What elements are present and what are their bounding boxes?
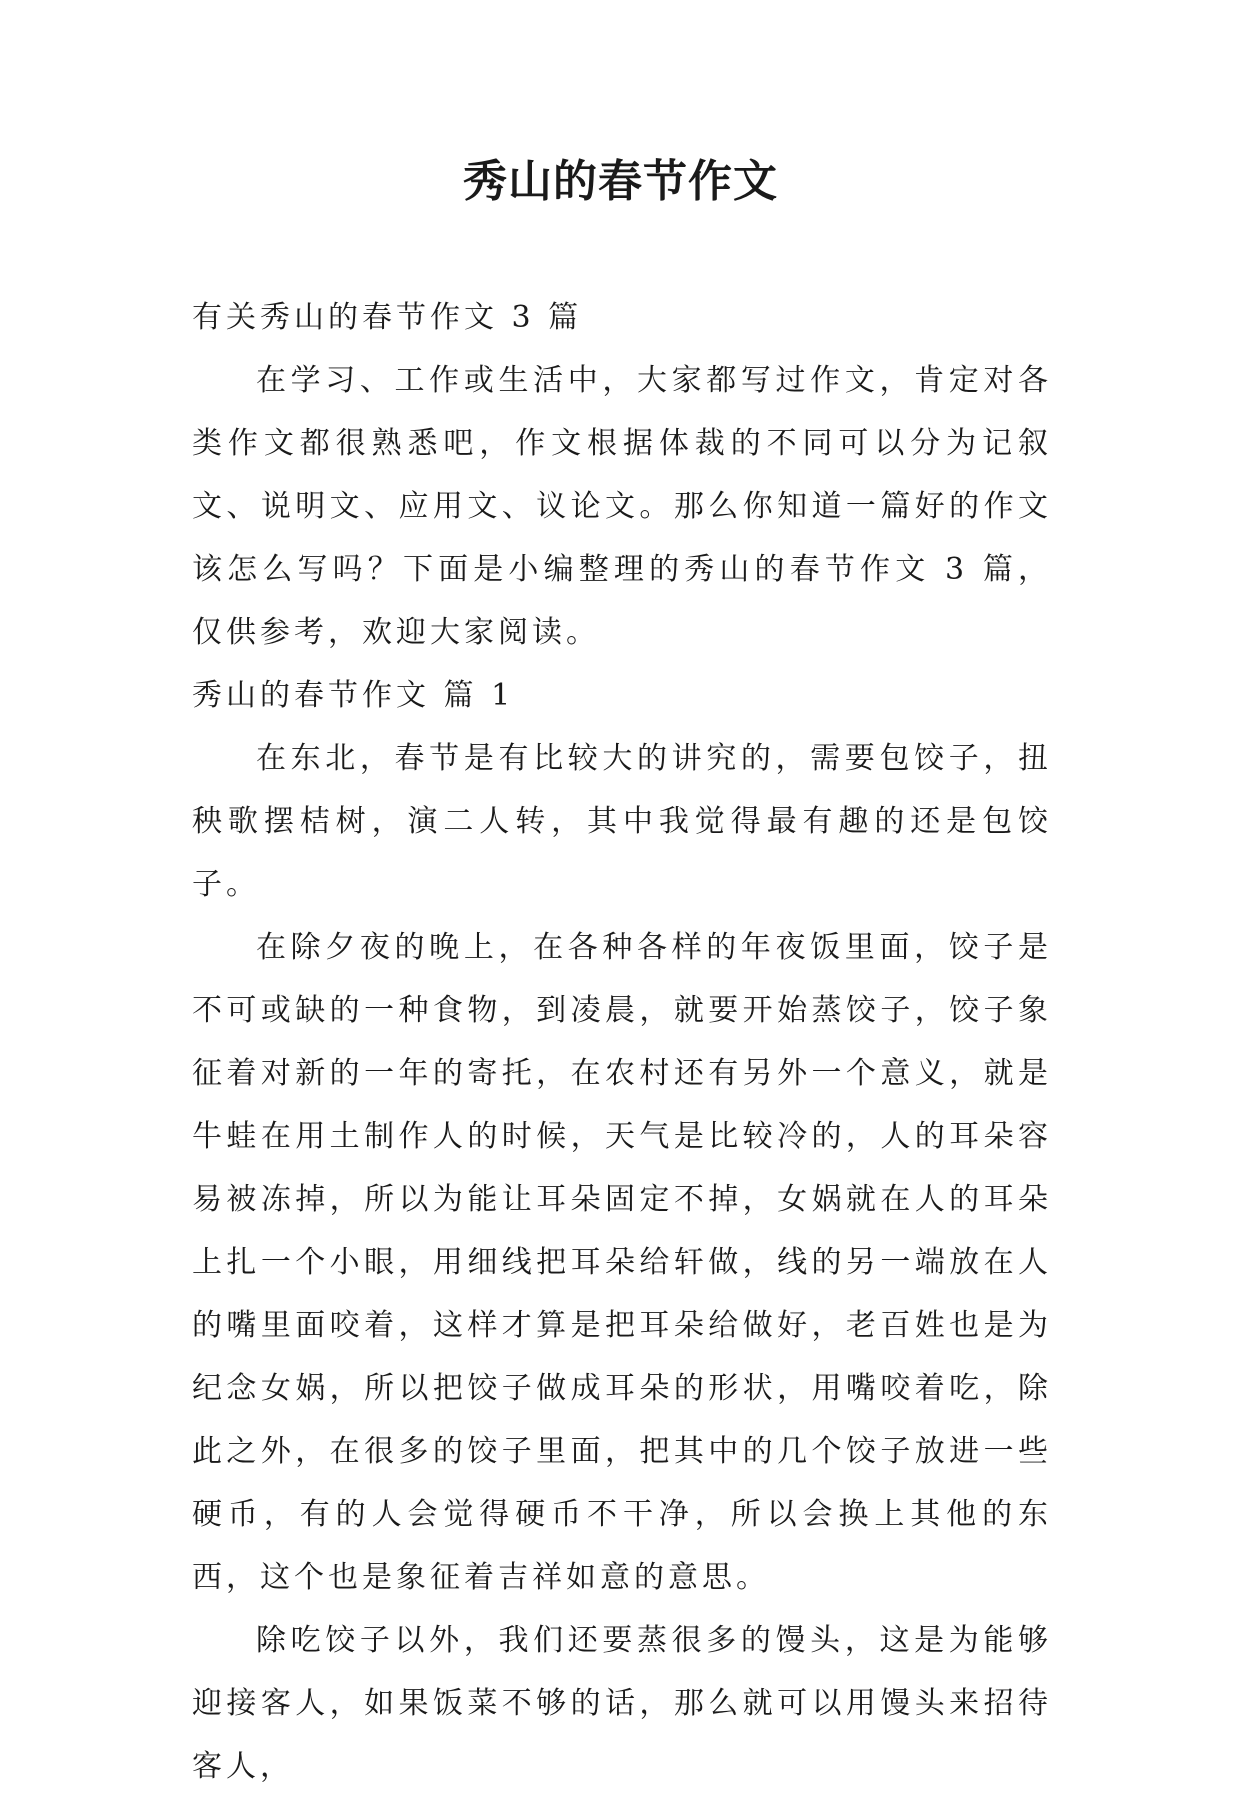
document-body	[192, 286, 1052, 1798]
subtitle-paragraph: 有关秀山的春节作文 3 篇	[192, 300, 583, 335]
body-paragraph: 在除夕夜的晚上，在各种各样的年夜饭里面，饺子是不可或缺的一种食物，到凌晨，就要开始蒸饺子，饺子象征着对新的一年的寄托，在农村还有另外一个意义，就是牛蛙在用土制作人的时候，天气是比较冷的，人的耳朵容易被冻掉，所以为能让耳朵固定不掉，女娲就在人的耳朵上扎一个小眼，用细线把耳朵给轩做，线的另一端放在人的嘴里面咬着，这样才算是把耳朵给做好，老百姓也是为纪念女娲，所以把饺子做成耳朵的形状，用嘴咬着吃，除此之外，在很多的饺子里面，把其中的几个饺子放进一些硬币，有的人会觉得硬币不干净，所以会换上其他的东西，这个也是象征着吉祥如意的意思。	[192, 930, 1052, 1595]
body-paragraph: 除吃饺子以外，我们还要蒸很多的馒头，这是为能够迎接客人，如果饭菜不够的话，那么就可以用馒头来招待客人，	[192, 1623, 1052, 1784]
section-heading: 秀山的春节作文 篇 1	[192, 678, 515, 713]
intro-paragraph: 在学习、工作或生活中，大家都写过作文，肯定对各类作文都很熟悉吧，作文根据体裁的不同可以分为记叙文、说明文、应用文、议论文。那么你知道一篇好的作文该怎么写吗？下面是小编整理的秀山的春节作文 3 篇，仅供参考，欢迎大家阅读。	[192, 363, 1052, 650]
body-paragraph: 在东北，春节是有比较大的讲究的，需要包饺子，扭秧歌摆桔树，演二人转，其中我觉得最有趣的还是包饺子。	[192, 741, 1052, 902]
document-title: 秀山的春节作文	[463, 156, 778, 207]
